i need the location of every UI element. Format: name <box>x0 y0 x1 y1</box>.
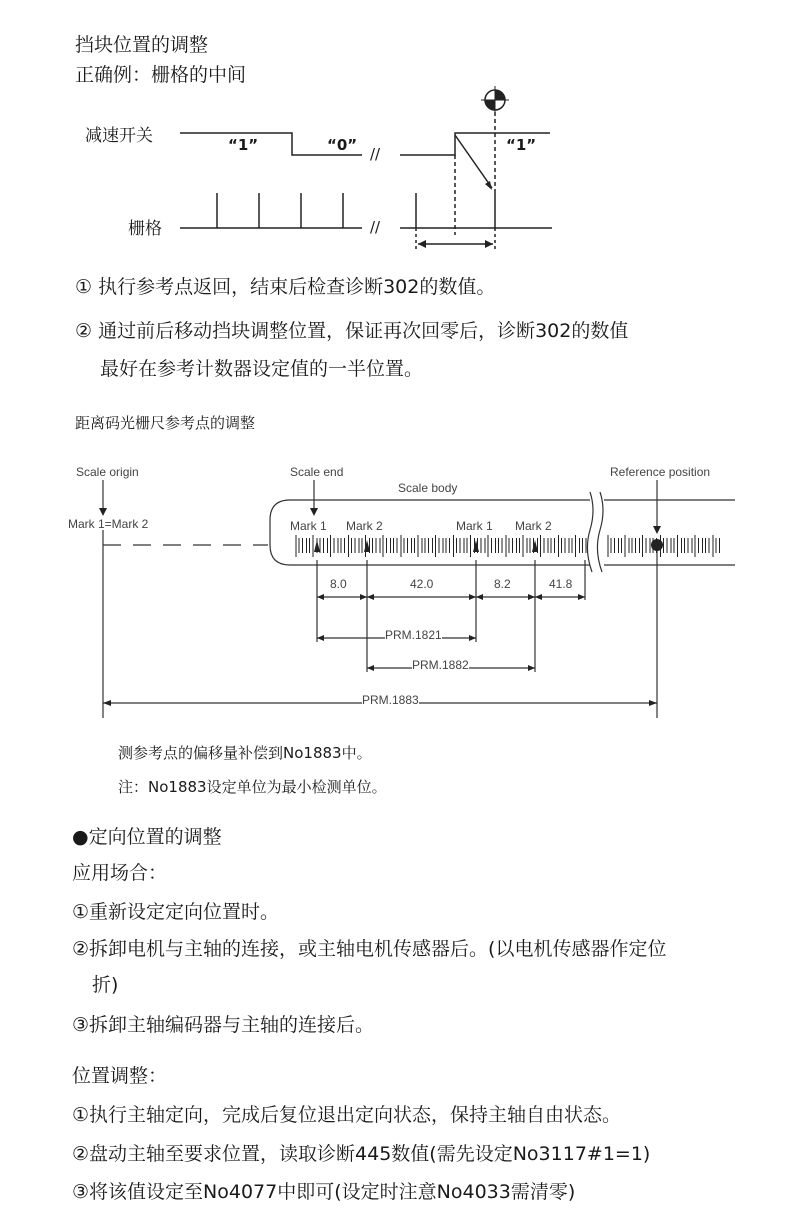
arrowhead <box>476 594 483 600</box>
arrowhead <box>528 665 535 671</box>
arrowhead <box>535 594 542 600</box>
section1-subtitle: 正确例：栅格的中间 <box>75 64 247 86</box>
arrowhead <box>653 526 661 534</box>
arrowhead <box>578 594 585 600</box>
apply-item-cont: 折) <box>92 974 119 996</box>
apply-item: ③拆卸主轴编码器与主轴的连接后。 <box>72 1014 375 1036</box>
arrowhead <box>367 665 374 671</box>
prm1821-label: PRM.1821 <box>385 628 442 642</box>
mark-label: Mark 2 <box>346 519 383 533</box>
break-mark: // <box>370 218 381 236</box>
arrowhead <box>528 594 535 600</box>
prm1883-label: PRM.1883 <box>362 693 419 707</box>
scale-origin-label: Scale origin <box>76 465 139 479</box>
arrowhead <box>649 700 657 706</box>
signal-value-0: “0” <box>327 136 358 154</box>
reference-mark-icon <box>651 539 663 551</box>
mark-label: Mark 2 <box>515 519 552 533</box>
break-wave <box>597 492 603 572</box>
mark-equal-label: Mark 1=Mark 2 <box>68 517 149 531</box>
arrowhead <box>103 700 111 706</box>
dim-value: 8.0 <box>330 577 347 591</box>
scale-body-outline <box>604 500 735 565</box>
grid-label: 栅格 <box>128 219 162 239</box>
scale-body-label: Scale body <box>398 481 458 495</box>
reference-position-label: Reference position <box>610 465 711 479</box>
apply-item: ②拆卸电机与主轴的连接，或主轴电机传感器后。(以电机传感器作定位 <box>72 938 667 960</box>
break-wave <box>587 492 593 572</box>
break-mark: // <box>370 145 381 163</box>
dim-value: 8.2 <box>494 577 511 591</box>
prm1882-label: PRM.1882 <box>412 658 469 672</box>
step-1: ① 执行参考点返回，结束后检查诊断302的数值。 <box>75 276 496 298</box>
step-2: ② 通过前后移动挡块调整位置，保证再次回零后，诊断302的数值 <box>75 320 629 342</box>
adjust-item: ②盘动主轴至要求位置，读取诊断445数值(需先设定No3117#1=1) <box>72 1143 651 1165</box>
mark-label: Mark 1 <box>456 519 493 533</box>
arrowhead <box>360 594 367 600</box>
dim-value: 42.0 <box>410 577 434 591</box>
signal-value-1: “1” <box>228 136 259 154</box>
apply-item: ①重新设定定向位置时。 <box>72 901 280 923</box>
scale-end-label: Scale end <box>290 465 344 479</box>
mark-label: Mark 1 <box>290 519 327 533</box>
section1-title: 挡块位置的调整 <box>75 34 209 56</box>
dim-value: 41.8 <box>549 577 573 591</box>
mark-pointer <box>473 540 479 552</box>
apply-heading: 应用场合： <box>72 862 168 884</box>
arrowhead <box>367 594 374 600</box>
note-offset: 测参考点的偏移量补偿到No1883中。 <box>118 744 372 762</box>
adjust-item: ①执行主轴定向，完成后复位退出定向状态，保持主轴自由状态。 <box>72 1104 622 1126</box>
arrowhead <box>99 508 107 516</box>
note-unit: 注：No1883设定单位为最小检测单位。 <box>118 778 387 796</box>
step-2-cont: 最好在参考计数器设定值的一半位置。 <box>100 358 424 380</box>
arrowhead <box>310 508 318 516</box>
mark-pointer <box>314 540 320 552</box>
section2-title: 距离码光栅尺参考点的调整 <box>75 414 256 432</box>
arrowhead <box>469 635 476 641</box>
decel-switch-label: 减速开关 <box>85 126 153 146</box>
adjust-heading: 位置调整： <box>72 1065 168 1087</box>
section3-title: ●定向位置的调整 <box>72 826 222 848</box>
arrowhead <box>317 594 324 600</box>
signal-value-1b: “1” <box>506 136 537 154</box>
adjust-item: ③将该值设定至No4077中即可(设定时注意No4033需清零) <box>72 1181 576 1203</box>
arrowhead <box>469 594 476 600</box>
arrowhead <box>317 635 324 641</box>
